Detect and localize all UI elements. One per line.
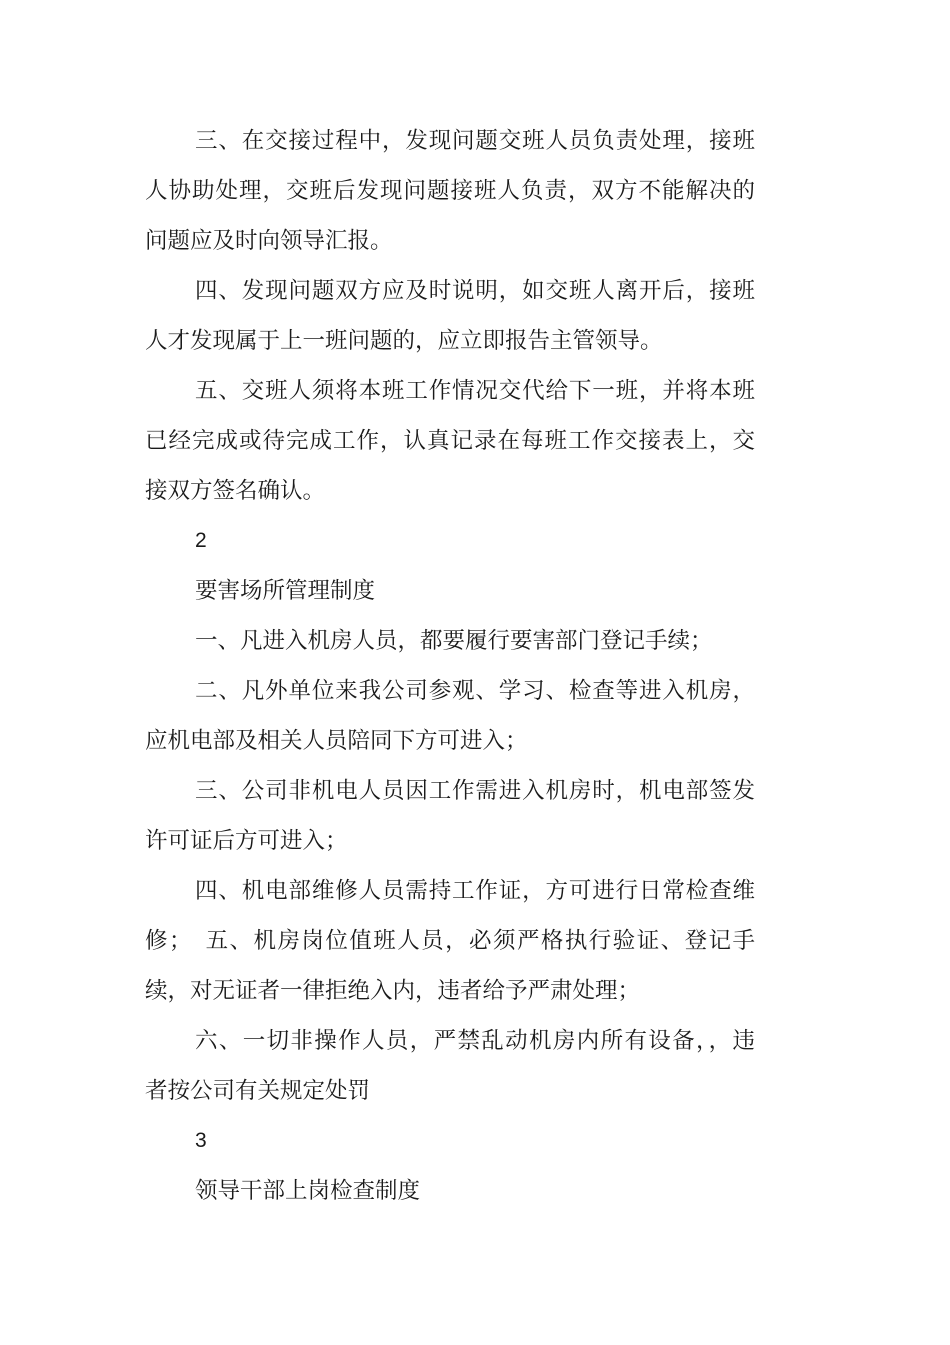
section-number: 3 [195, 1129, 207, 1152]
paragraph-line: 二、凡外单位来我公司参观、学习、检查等进入机房， [195, 678, 755, 704]
paragraph-line: 四、机电部维修人员需持工作证，方可进行日常检查维 [195, 878, 755, 904]
paragraph-line: 者按公司有关规定处罚 [145, 1078, 371, 1104]
paragraph-line: 五、交班人须将本班工作情况交代给下一班，并将本班 [195, 378, 755, 404]
paragraph-line: 应机电部及相关人员陪同下方可进入； [145, 728, 528, 754]
paragraph-line: 许可证后方可进入； [145, 828, 348, 854]
paragraph-line: 已经完成或待完成工作，认真记录在每班工作交接表上，交 [145, 428, 755, 454]
section-heading: 领导干部上岗检查制度 [195, 1178, 421, 1204]
paragraph-line: 问题应及时向领导汇报。 [145, 228, 393, 254]
paragraph-line: 接双方签名确认。 [145, 478, 326, 504]
paragraph-line: 修； 五、机房岗位值班人员，必须严格执行验证、登记手 [145, 928, 755, 954]
paragraph-line: 六、一切非操作人员，严禁乱动机房内所有设备，，违 [195, 1028, 755, 1054]
paragraph-line: 三、在交接过程中，发现问题交班人员负责处理，接班 [195, 128, 755, 154]
paragraph-line: 人协助处理，交班后发现问题接班人负责，双方不能解决的 [145, 178, 755, 204]
paragraph-line: 续，对无证者一律拒绝入内，违者给予严肃处理； [145, 978, 641, 1004]
paragraph-line: 一、凡进入机房人员，都要履行要害部门登记手续； [195, 628, 713, 654]
paragraph-line: 四、发现问题双方应及时说明，如交班人离开后，接班 [195, 278, 755, 304]
paragraph-line: 三、公司非机电人员因工作需进入机房时，机电部签发 [195, 778, 755, 804]
paragraph-line: 人才发现属于上一班问题的，应立即报告主管领导。 [145, 328, 663, 354]
section-number: 2 [195, 529, 207, 552]
section-heading: 要害场所管理制度 [195, 578, 376, 604]
